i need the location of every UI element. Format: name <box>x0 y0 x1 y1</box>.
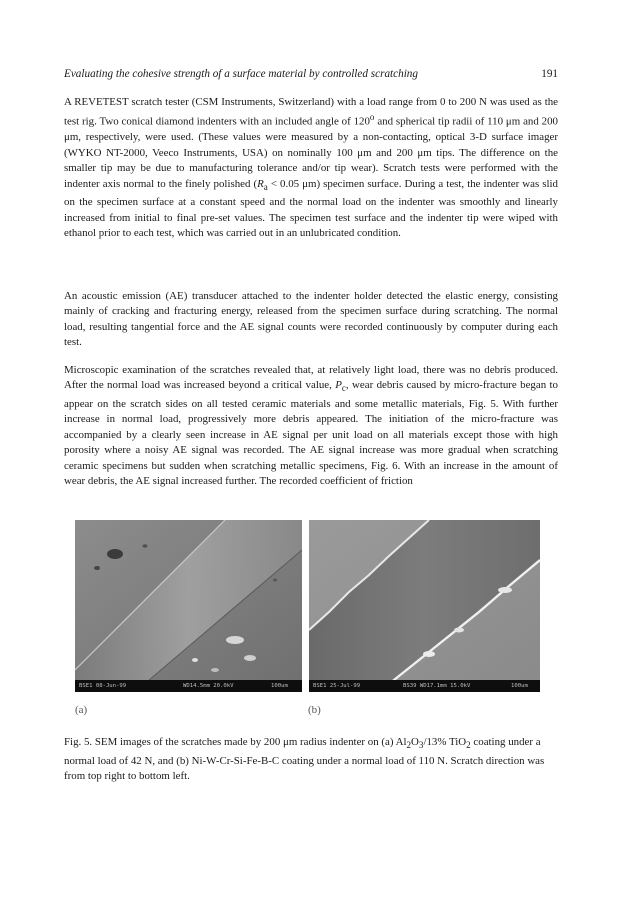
p3-text-b: , wear debris caused by micro-fracture began to appear on the scratch sides on all tested ceramic materials and some metallic materials, Fig. 5. With further increase in normal load, progressively more debris appeared. The initiation of the micro-fracture was accompanied by a clearly seen increase in AE signal per unit load on all materials except those with high porosity where a noisy AE signal was recorded. The AE signal increase was more gradual when scratching ceramic specimens but sudden when scratching metallic specimens, Fig. 6. With an increase in the amount of wear debris, the AE signal increased further. The recorded coefficient of friction <box>64 379 558 488</box>
caption-text-c: /13% TiO <box>423 736 467 748</box>
databar-a-settings: WD14.5mm 20.0kV <box>183 683 234 689</box>
databar-a-scale: 100um <box>271 683 288 689</box>
caption-sub-3: 2 <box>466 740 471 751</box>
figure-caption <box>64 735 558 784</box>
paragraph-acoustic-emission: An acoustic emission (AE) transducer attached to the indenter holder detected the elastic energy, consisting mainly of cracking and fracturing energy, released from the specimen surface during scratching. The normal load, resulting tangential force and the AE signal counts were recorded continuously by computer during each test. <box>64 290 558 349</box>
caption-sub-1: 2 <box>406 740 412 751</box>
caption-text-d: coating under a normal load of 42 N, and (b) Ni-W-Cr-Si-Fe-B-C coating under a normal load of 110 N. Scratch direction was from top right to bottom left. <box>64 736 545 782</box>
sem-micrograph-a <box>75 520 302 692</box>
caption-text-a: Fig. 5. SEM images of the scratches made by 200 μm radius indenter on (a) Al <box>64 736 407 748</box>
p3-critical-load-sub: c <box>341 383 346 394</box>
panel-label-a: (a) <box>75 704 88 716</box>
p1-text-a: A REVETEST scratch tester (CSM Instruments, Switzerland) with a load range from 0 to 200 N was used as the test rig. Two conical diamond indenters with an included angle of 120 <box>64 96 558 129</box>
sem-image-b <box>309 520 540 692</box>
p3-critical-load-symbol: P <box>335 379 342 392</box>
sem-databar-a <box>75 680 302 692</box>
databar-b-settings: BS39 WD17.1mm 15.0kV <box>403 683 471 689</box>
p1-text-c: < 0.05 μm) specimen surface. During a test, the indenter was slid on the specimen surface at a constant speed and the normal load on the indenter was smoothly and linearly increased from initial to final pre-set values. The specimen test surface and the indenter tip were wiped with ethanol prior to each test, which was carried out in an unlubricated condition. <box>64 177 558 240</box>
paragraph-test-rig <box>64 95 558 241</box>
running-title: Evaluating the cohesive strength of a surface material by controlled scratching <box>64 68 418 80</box>
p1-text-b: and spherical tip radii of 110 μm and 200 μm, respectively, were used. (These values were measured by a non-contacting, optical 3-D surface imager (WYKO NT-2000, Veeco Instruments, USA) on nominally 100 μm and 200 μm tips. The difference on the smaller tip may be due to manufacturing tolerance and/or tip wear). Scratch tests were performed with the indenter axis normal to the finely polished ( <box>64 116 558 190</box>
p1-degree: o <box>369 112 375 123</box>
running-header <box>64 64 558 84</box>
figure-5 <box>75 520 540 720</box>
databar-a-detector-date: BSE1 08-Jun-99 <box>79 683 127 689</box>
sem-databar-b <box>309 680 540 692</box>
databar-b-scale: 100um <box>511 683 528 689</box>
panel-label-b: (b) <box>308 704 321 716</box>
caption-text-b: O <box>411 736 419 748</box>
page-number: 191 <box>541 68 558 80</box>
p1-roughness-sub: a <box>263 181 268 192</box>
sem-micrograph-b <box>309 520 540 692</box>
p1-roughness-symbol: R <box>257 177 264 190</box>
caption-sub-2: 3 <box>418 740 424 751</box>
p3-text-a: Microscopic examination of the scratches revealed that, at relatively light load, there was no debris produced. After the normal load was increased beyond a critical value, <box>64 364 558 392</box>
paragraph-microscopic-examination <box>64 363 558 489</box>
sem-image-a <box>75 520 302 692</box>
databar-b-detector-date: BSE1 25-Jul-99 <box>313 683 361 689</box>
